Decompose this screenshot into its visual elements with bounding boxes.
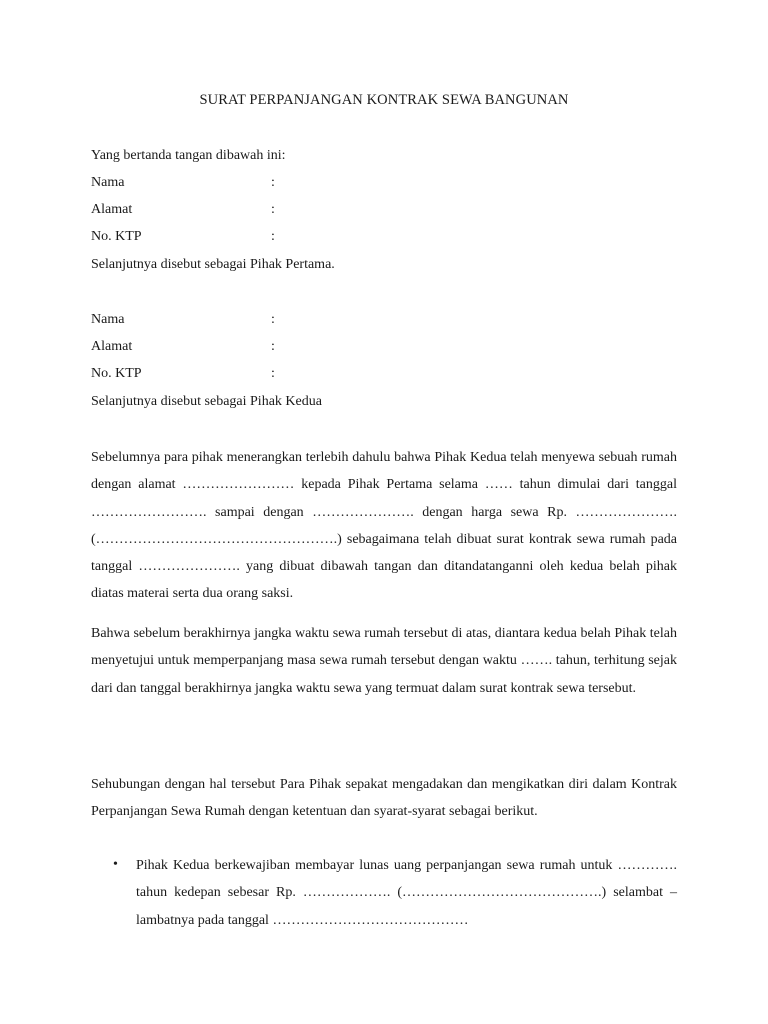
- second-party-name-colon: :: [271, 312, 275, 327]
- bullet-item-payment: Pihak Kedua berkewajiban membayar lunas uang perpanjangan sewa rumah untuk …………. tahun kedepan sebesar Rp. ………………. (…………………………………….) selambat – lambatnya pada tanggal ……………………………………: [136, 858, 677, 928]
- first-party-address-colon: :: [271, 202, 275, 217]
- first-party-address-label: Alamat: [91, 202, 133, 217]
- second-party-ktp-label: No. KTP: [91, 366, 142, 381]
- second-party-address-colon: :: [271, 339, 275, 354]
- first-party-closing: Selanjutnya disebut sebagai Pihak Pertama.: [91, 257, 335, 272]
- first-party-name-label: Nama: [91, 175, 125, 190]
- first-party-name-colon: :: [271, 175, 275, 190]
- second-party-name-label: Nama: [91, 312, 125, 327]
- first-party-ktp-label: No. KTP: [91, 229, 142, 244]
- bullet-marker: •: [113, 857, 118, 872]
- paragraph-terms-intro: Sehubungan dengan hal tersebut Para Pihak sepakat mengadakan dan mengikatkan diri dalam Kontrak Perpanjangan Sewa Rumah dengan ketentuan dan syarat-syarat sebagai berikut.: [91, 777, 677, 820]
- second-party-ktp-colon: :: [271, 366, 275, 381]
- paragraph-extension-agreement: Bahwa sebelum berakhirnya jangka waktu sewa rumah tersebut di atas, diantara kedua belah Pihak telah menyetujui untuk memperpanjang masa sewa rumah tersebut dengan waktu ……. tahun, terhitung sejak dari dan tanggal berakhirnya jangka waktu sewa yang termuat dalam surat kontrak sewa tersebut.: [91, 626, 677, 696]
- second-party-address-label: Alamat: [91, 339, 133, 354]
- first-party-ktp-colon: :: [271, 229, 275, 244]
- paragraph-previous-lease: Sebelumnya para pihak menerangkan terlebih dahulu bahwa Pihak Kedua telah menyewa sebuah rumah dengan alamat …………………… kepada Pihak Pertama selama …… tahun dimulai dari tanggal ……………………. sampai dengan …………………. dengan harga sewa Rp. …………………. (…………………………………………….) sebagaimana telah dibuat surat kontrak sewa rumah pada tanggal …………………. yang dibuat dibawah tangan dan ditandatanganni oleh kedua belah pihak diatas materai serta dua orang saksi.: [91, 450, 677, 602]
- document-title: SURAT PERPANJANGAN KONTRAK SEWA BANGUNAN: [199, 92, 569, 108]
- second-party-closing: Selanjutnya disebut sebagai Pihak Kedua: [91, 394, 322, 409]
- intro-text: Yang bertanda tangan dibawah ini:: [91, 148, 286, 163]
